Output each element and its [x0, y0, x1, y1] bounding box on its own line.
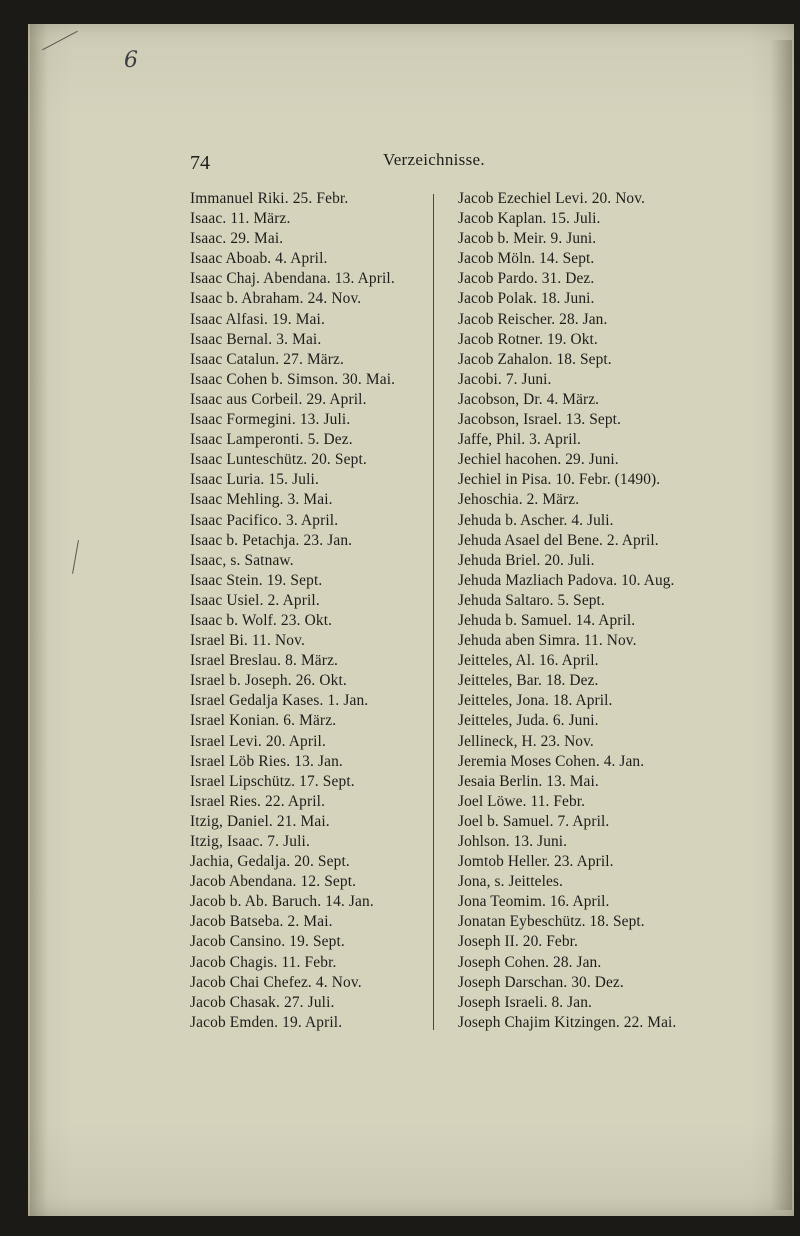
- index-entry: Isaac Catalun. 27. März.: [190, 350, 345, 368]
- index-entry: Isaac b. Abraham. 24. Nov.: [190, 290, 362, 308]
- index-entry: Jeitteles, Juda. 6. Juni.: [458, 712, 599, 730]
- margin-note: 6: [124, 48, 138, 73]
- index-entry: Israel Lipschütz. 17. Sept.: [190, 772, 355, 790]
- page-edge-shadow: [770, 40, 792, 1210]
- index-entry: Jacobson, Israel. 13. Sept.: [458, 411, 621, 429]
- index-entry: Jacob Batseba. 2. Mai.: [190, 913, 333, 931]
- index-entry: Johlson. 13. Juni.: [458, 833, 568, 850]
- index-entry: Isaac Mehling. 3. Mai.: [190, 491, 333, 509]
- index-entry: Jeitteles, Al. 16. April.: [458, 652, 599, 670]
- index-entry: Jeremia Moses Cohen. 4. Jan.: [458, 752, 645, 770]
- right-column: [458, 189, 676, 1033]
- index-entry: Israel Löb Ries. 13. Jan.: [190, 752, 343, 770]
- index-entry: Jacob b. Ab. Baruch. 14. Jan.: [190, 893, 374, 911]
- index-entry: Jeitteles, Jona. 18. April.: [458, 692, 613, 710]
- index-entry: Immanuel Riki. 25. Febr.: [190, 190, 349, 207]
- index-entry: Israel Levi. 20. April.: [190, 732, 326, 750]
- index-entry: Jonatan Eybeschütz. 18. Sept.: [458, 913, 645, 931]
- index-entry: Isaac Usiel. 2. April.: [190, 591, 320, 609]
- index-entry: Isaac Lamperonti. 5. Dez.: [190, 431, 353, 449]
- index-entry: Jehuda Asael del Bene. 2. April.: [458, 531, 659, 549]
- column-divider: [433, 194, 434, 1030]
- index-entry: Jechiel hacohen. 29. Juni.: [458, 451, 619, 469]
- index-entry: Israel Gedalja Kases. 1. Jan.: [190, 692, 369, 710]
- index-entry: Jehoschia. 2. März.: [458, 491, 580, 509]
- index-entry: Jacob Ezechiel Levi. 20. Nov.: [458, 190, 645, 207]
- index-entry: Israel Breslau. 8. März.: [190, 652, 339, 670]
- index-entry: Itzig, Isaac. 7. Juli.: [190, 833, 310, 850]
- index-entry: Israel b. Joseph. 26. Okt.: [190, 672, 347, 690]
- running-head: Verzeichnisse.: [383, 150, 485, 169]
- index-entry: Joseph Darschan. 30. Dez.: [458, 973, 624, 991]
- index-entry: Jeitteles, Bar. 18. Dez.: [458, 672, 599, 690]
- index-entry: Jacob Kaplan. 15. Juli.: [458, 210, 601, 228]
- index-entry: Jacobson, Dr. 4. März.: [458, 390, 600, 408]
- index-entry: Jomtob Heller. 23. April.: [458, 853, 614, 871]
- index-entry: Joseph II. 20. Febr.: [458, 933, 578, 951]
- index-entry: Jaffe, Phil. 3. April.: [458, 431, 581, 449]
- index-entry: Isaac Bernal. 3. Mai.: [190, 330, 322, 348]
- index-entry: Jacob b. Meir. 9. Juni.: [458, 230, 597, 248]
- index-entry: Jellineck, H. 23. Nov.: [458, 732, 594, 750]
- book-page: [28, 24, 794, 1216]
- index-entry: Jehuda Mazliach Padova. 10. Aug.: [458, 571, 675, 589]
- index-entry: Israel Bi. 11. Nov.: [190, 632, 305, 650]
- index-entry: Jacob Chagis. 11. Febr.: [190, 953, 337, 971]
- page-number: 74: [190, 152, 210, 174]
- index-entry: Jesaia Berlin. 13. Mai.: [458, 772, 599, 790]
- page-gutter-shadow: [30, 24, 48, 1216]
- index-entry: Jacob Abendana. 12. Sept.: [190, 873, 357, 891]
- index-entry: Jehuda b. Samuel. 14. April.: [458, 611, 636, 629]
- index-entry: Isaac aus Corbeil. 29. April.: [190, 390, 367, 408]
- index-entry: Jehuda Saltaro. 5. Sept.: [458, 591, 605, 609]
- index-entry: Isaac b. Wolf. 23. Okt.: [190, 611, 333, 629]
- index-entry: Jechiel in Pisa. 10. Febr. (1490).: [458, 471, 661, 489]
- index-entry: Isaac Chaj. Abendana. 13. April.: [190, 270, 395, 288]
- index-entry: Jacob Polak. 18. Juni.: [458, 290, 595, 308]
- index-entry: Jona, s. Jeitteles.: [458, 873, 563, 891]
- index-entry: Jacob Pardo. 31. Dez.: [458, 270, 595, 288]
- index-entry: Jehuda Briel. 20. Juli.: [458, 551, 595, 569]
- index-entry: Joel b. Samuel. 7. April.: [458, 812, 610, 830]
- index-entry: Jona Teomim. 16. April.: [458, 893, 610, 911]
- index-entry: Jacob Cansino. 19. Sept.: [190, 933, 345, 951]
- index-entry: Isaac. 29. Mai.: [190, 230, 284, 248]
- index-entry: Isaac, s. Satnaw.: [190, 551, 294, 569]
- index-entry: Israel Konian. 6. März.: [190, 712, 337, 730]
- index-entry: Jacob Möln. 14. Sept.: [458, 250, 595, 268]
- index-entry: Jacob Chasak. 27. Juli.: [190, 993, 335, 1011]
- index-entry: Isaac Formegini. 13. Juli.: [190, 411, 351, 429]
- index-entry: Isaac Aboab. 4. April.: [190, 250, 328, 268]
- index-entry: Jacob Reischer. 28. Jan.: [458, 310, 608, 328]
- index-entry: Isaac. 11. März.: [190, 210, 291, 228]
- index-entry: Isaac Cohen b. Simson. 30. Mai.: [190, 370, 396, 388]
- index-entry: Isaac b. Petachja. 23. Jan.: [190, 531, 353, 549]
- index-entry: Isaac Lunteschütz. 20. Sept.: [190, 451, 367, 469]
- index-entry: Jacob Chai Chefez. 4. Nov.: [190, 973, 362, 991]
- index-entry: Israel Ries. 22. April.: [190, 792, 326, 810]
- index-entry: Itzig, Daniel. 21. Mai.: [190, 812, 330, 830]
- index-entry: Jacobi. 7. Juni.: [458, 370, 552, 388]
- index-entry: Isaac Pacifico. 3. April.: [190, 511, 339, 529]
- index-entry: Joseph Chajim Kitzingen. 22. Mai.: [458, 1013, 677, 1031]
- index-entry: Isaac Stein. 19. Sept.: [190, 571, 323, 589]
- index-entry: Isaac Luria. 15. Juli.: [190, 471, 319, 489]
- index-entry: Jachia, Gedalja. 20. Sept.: [190, 853, 350, 871]
- index-entry: Joseph Cohen. 28. Jan.: [458, 953, 602, 971]
- index-entry: Joseph Israeli. 8. Jan.: [458, 993, 592, 1011]
- index-entry: Isaac Alfasi. 19. Mai.: [190, 310, 325, 328]
- index-entry: Jacob Zahalon. 18. Sept.: [458, 350, 612, 368]
- left-column: [190, 189, 395, 1033]
- index-entry: Jacob Rotner. 19. Okt.: [458, 330, 598, 348]
- index-entry: Jacob Emden. 19. April.: [190, 1013, 343, 1031]
- index-entry: Joel Löwe. 11. Febr.: [458, 792, 586, 810]
- index-entry: Jehuda b. Ascher. 4. Juli.: [458, 511, 614, 529]
- index-entry: Jehuda aben Simra. 11. Nov.: [458, 632, 637, 650]
